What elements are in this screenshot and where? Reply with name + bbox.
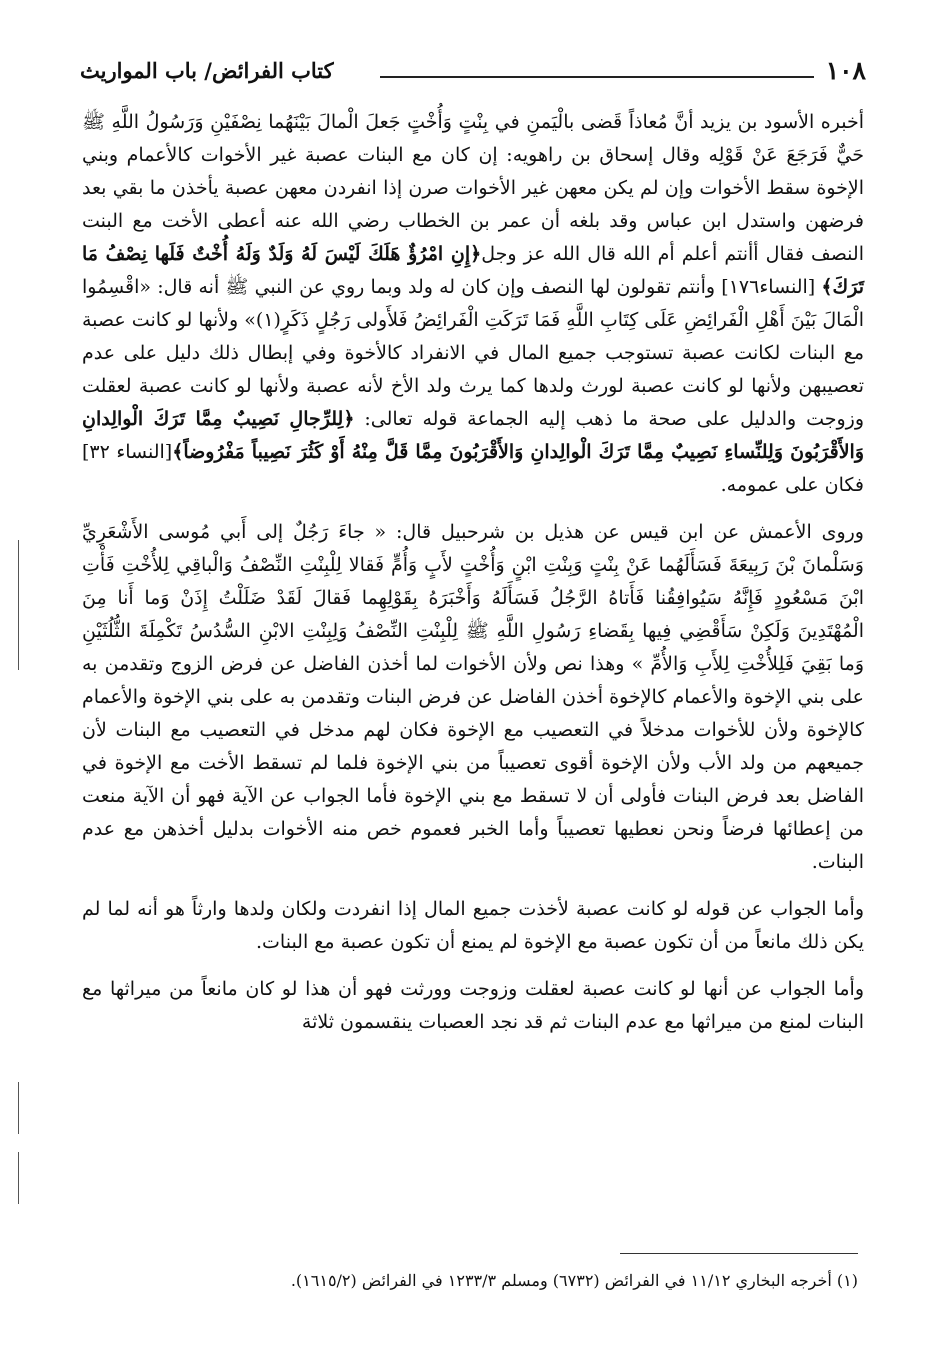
quran-verse: ﴿إِنِ امْرُؤٌ هَلَكَ لَيْسَ لَهُ وَلَدٌ وَلَهُ أُخْتٌ فَلَها نِصْفُ مَا تَرَكَ﴾ xyxy=(82,243,864,298)
header-rule xyxy=(380,76,814,78)
page-number: ١٠٨ xyxy=(825,56,866,85)
margin-rule xyxy=(18,1152,19,1204)
paragraph-text: [النساء١٧٦] وأنتم تقولون لها النصف وإن كان له ولد وبما روي عن النبي ﷺ أنه قال: «اقْسِمُوا الْمَالَ بَيْنَ أَهْلِ الْفَرائِضِ عَلَى كِتَابِ اللَّهِ فَمَا تَرَكَتِ الْفَرائِضُ فَلأَولى رَجُلٍ ذَكَرٍ(١)» ولأنها لو كانت عصبة مع البنات لكانت عصبة تستوجب جميع المال في الانفراد كالأخوة وفي إبطال ذلك دليل على عدم تعصيبهن ولأنها لو كانت عصبة لورث ولدها كما يرث ولد الأخ لأنه عصبة ولأنها لو كانت عصبة لعقلت وزوجت والدليل على صحة ما ذهب إليه الجماعة قوله تعالى: xyxy=(82,276,865,430)
paragraph-text: أخبره الأسود بن يزيد أنَّ مُعاذاً قَضى بالْيَمنِ في بِنْتٍ وَأُخْتٍ جَعلَ الْمالَ بَيْنَهُما نِصْفَيْنِ وَرَسُولُ اللَّهِ ﷺ حَيٌّ فَرَجَعَ عَنْ قَوْلِه وقال إسحاق بن راهويه: إن كان مع البنات عصبة غير الأخوات كالأعمام وبني الإخوة سقط الأخوات وإن لم يكن معهن غير الأخوات صرن إذا انفردن معهن عصبة يأخذن ما بقي بعد فرضهن واستدل ابن عباس وقد بلغه أن عمر بن الخطاب رضي الله عنه أعطى الأخت مع البنت النصف فقال أأنتم أعلم أم الله قال الله عز وجل xyxy=(82,111,864,265)
page-header xyxy=(80,56,866,96)
margin-rule xyxy=(18,1082,19,1134)
footnote: (١) أخرجه البخاري ١١/١٢ في الفرائض (٦٧٣٢) ومسلم ١٢٣٣/٣ في الفرائض (١٦١٥/٢). xyxy=(290,1271,858,1290)
main-text xyxy=(82,106,864,1039)
running-title: كتاب الفرائض/ باب المواريث xyxy=(80,58,334,83)
paragraph-4: وأما الجواب عن أنها لو كانت عصبة لعقلت وزوجت وورثت فهو أن هذا لو كان مانعاً من ميراثها مع البنات لمنع من ميراثها مع عدم البنات ثم قد نجد العصبات ينقسمون ثلاثة xyxy=(82,978,864,1033)
footnote-rule xyxy=(620,1253,858,1254)
paragraph-1 xyxy=(82,106,864,502)
paragraph-3: وأما الجواب عن قوله لو كانت عصبة لأخذت جميع المال إذا انفردت ولكان ولدها وارثاً هو أنه لما لم يكن ذلك مانعاً من أن تكون عصبة مع الإخوة لم يمنع أن تكون عصبة مع البنات. xyxy=(82,898,864,953)
quran-verse: ﴿لِلرِّجالِ نَصِيبٌ مِمَّا تَرَكَ الْوالِدانِ وَالأَقْرَبُونَ وَلِلنِّساءِ نَصِيبٌ مِمَّا تَرَكَ الْوالِدانِ وَالأَقْرَبُونَ مِمَّا قَلَّ مِنْهُ أَوْ كَثُرَ نَصِيباً مَفْرُوضاً﴾ xyxy=(82,408,864,463)
paragraph-text: [النساء ٣٢] فكان على عمومه. xyxy=(82,441,864,496)
paragraph-2: وروى الأعمش عن ابن قيس عن هذيل بن شرحبيل قال: « جاءَ رَجُلٌ إلى أَبي مُوسى الأَشْعَرِيِّ وَسَلْمانَ بْنَ رَبِيعَةَ فَسَأَلَهُما عَنْ بِنْتٍ وَبِنْتِ ابْنٍ وَأُخْتٍ لأَبٍ وَأُمٍّ فَقالا لِلْبِنْتِ النِّصْفُ وَالْباقِي لِلأُخْتِ فَأْتِ ابْنَ مَسْعُودٍ فَإِنَّهُ سَيُوافِقُنا فَأَتاهُ الرَّجُلُ فَسَأَلَهُ وَأَخْبَرَهُ بِقَوْلِهِما فَقالَ لَقَدْ ضَلَلْتُ إِذَنْ وَما أَنا مِنَ الْمُهْتَدِينَ وَلَكِنْ سَأَقْضِي فِيها بِقَضاءِ رَسُولِ اللَّهِ ﷺ لِلْبِنْتِ النِّصْفُ وَلِبِنْتِ الابْنِ السُّدُسُ تَكْمِلَةَ الثُّلُثَيْنِ وَما بَقِيَ فَلِلأُخْتِ لِلأَبِ وَالأُمِّ » وهذا نص ولأن الأخوات لما أخذن الفاضل عن فرض الزوج وتقدمن به على بني الإخوة والأعمام كالإخوة أخذن الفاضل عن فرض البنات وتقدمن به على بني الإخوة والأعمام كالإخوة ولأن للأخوات مدخلاً في التعصيب مع الإخوة فكان لهم مدخل في التعصيب مع البنات لأن جميعهم من ولد الأب ولأن الإخوة أقوى تعصيباً من بني الإخوة فلما لم تسقط الأخت مع الإخوة في الفاضل بعد فرض البنات فأولى أن لا تسقط مع بني الإخوة فأما الجواب عن الآية فهو أن الآية منعت من إعطائها فرضاً ونحن نعطيها تعصيباً وأما الخبر فعموم خص منه الأخوات بدليل أخذهن مع عدم البنات. xyxy=(82,521,864,873)
margin-rule xyxy=(18,540,19,670)
